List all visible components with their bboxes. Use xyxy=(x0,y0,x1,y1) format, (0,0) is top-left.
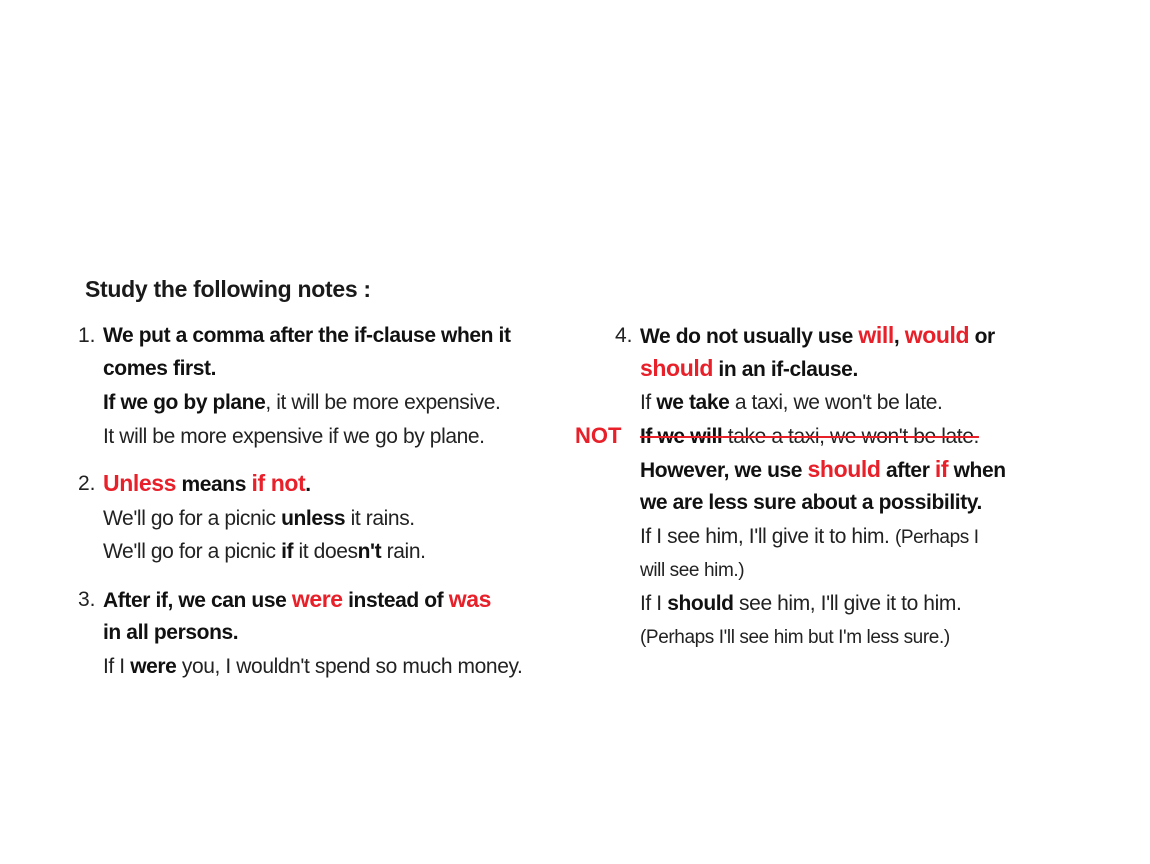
note-2-means: means xyxy=(176,473,252,496)
note-3-a: After if, we can use xyxy=(103,589,292,612)
note-1-rule-line2: comes first. xyxy=(103,357,217,380)
note-3-ex-c: you, I wouldn't spend so much money. xyxy=(176,655,523,678)
note-2-ex1-b: unless xyxy=(281,507,346,530)
note-2-period: . xyxy=(305,473,311,496)
note-4-h-b: after xyxy=(880,459,935,482)
note-3-ex-a: If I xyxy=(103,655,131,678)
note-2-ex2-c: it does xyxy=(293,540,358,563)
note-2-rule xyxy=(103,469,311,499)
note-1-example-1 xyxy=(103,389,500,417)
note-4-a: We do not usually use xyxy=(640,325,859,348)
note-1-example-2: It will be more expensive if we go by plane. xyxy=(103,425,485,448)
note-4-comma: , xyxy=(893,325,905,348)
note-2-ex1-c: it rains. xyxy=(345,507,415,530)
note-2-example-1 xyxy=(103,505,415,533)
note-2-ex2-e: rain. xyxy=(381,540,426,563)
note-4-however xyxy=(640,455,1006,485)
note-2-keyword-unless: Unless xyxy=(103,470,177,496)
page-heading: Study the following notes : xyxy=(85,276,371,302)
note-3-b: instead of xyxy=(342,589,449,612)
note-3-keyword-was: was xyxy=(448,586,491,612)
note-3-keyword-were: were xyxy=(291,586,343,612)
note-3-example xyxy=(103,653,522,681)
note-4-number: 4. xyxy=(615,324,633,347)
note-4-keyword-will: will xyxy=(858,322,894,348)
note-4-wrong-example xyxy=(640,423,979,451)
note-4-b: or xyxy=(969,325,995,348)
note-4-example-3 xyxy=(640,590,961,618)
note-4-h-c: when xyxy=(948,459,1006,482)
note-4-wrong-b: take a taxi, we won't be late. xyxy=(722,425,979,448)
note-4-keyword-would: would xyxy=(904,322,970,348)
note-4-however-line2: we are less sure about a possibility. xyxy=(640,491,982,514)
note-1-example-1-rest: , it will be more expensive. xyxy=(265,391,501,414)
note-1-example-1-bold: If we go by plane xyxy=(103,391,266,414)
note-1-number: 1. xyxy=(78,324,96,347)
note-4-h-a: However, we use xyxy=(640,459,808,482)
note-1-rule-line1: We put a comma after the if-clause when it xyxy=(103,324,511,347)
note-4-ex3-b: should xyxy=(667,592,734,615)
note-4-ex1-c: a taxi, we won't be late. xyxy=(729,391,943,414)
note-4-wrong-a: If we will xyxy=(640,425,723,448)
note-4-keyword-should: should xyxy=(640,355,713,381)
note-4-c: in an if-clause. xyxy=(712,358,858,381)
note-4-rule-line2 xyxy=(640,354,858,384)
note-2-ex2-b: if xyxy=(281,540,294,563)
note-2-ex2-d: n't xyxy=(357,540,382,563)
note-4-ex1-b: we take xyxy=(656,391,730,414)
note-4-example-1 xyxy=(640,389,942,417)
note-2-ex2-a: We'll go for a picnic xyxy=(103,540,282,563)
note-3-rule-line2: in all persons. xyxy=(103,621,239,644)
note-4-ex1-a: If xyxy=(640,391,657,414)
note-4-ex2-b: (Perhaps I xyxy=(894,527,979,548)
note-4-h-keyword-if: if xyxy=(934,456,949,482)
not-label: NOT xyxy=(575,423,622,448)
note-4-example-2-line2: will see him.) xyxy=(640,560,745,581)
note-2-example-2 xyxy=(103,538,426,566)
note-3-rule xyxy=(103,585,491,615)
note-3-number: 3. xyxy=(78,588,96,611)
note-4-ex3-a: If I xyxy=(640,592,668,615)
note-4-rule-line1 xyxy=(640,321,995,351)
note-4-h-keyword-should: should xyxy=(807,456,881,482)
note-4-ex3-c: see him, I'll give it to him. xyxy=(733,592,962,615)
note-4-example-2 xyxy=(640,523,979,552)
note-4-ex2-a: If I see him, I'll give it to him. xyxy=(640,525,895,548)
note-3-ex-b: were xyxy=(130,655,177,678)
note-2-ex1-a: We'll go for a picnic xyxy=(103,507,282,530)
note-2-number: 2. xyxy=(78,472,96,495)
note-2-keyword-if-not: if not xyxy=(251,470,306,496)
note-4-example-3-line2: (Perhaps I'll see him but I'm less sure.) xyxy=(640,627,950,648)
